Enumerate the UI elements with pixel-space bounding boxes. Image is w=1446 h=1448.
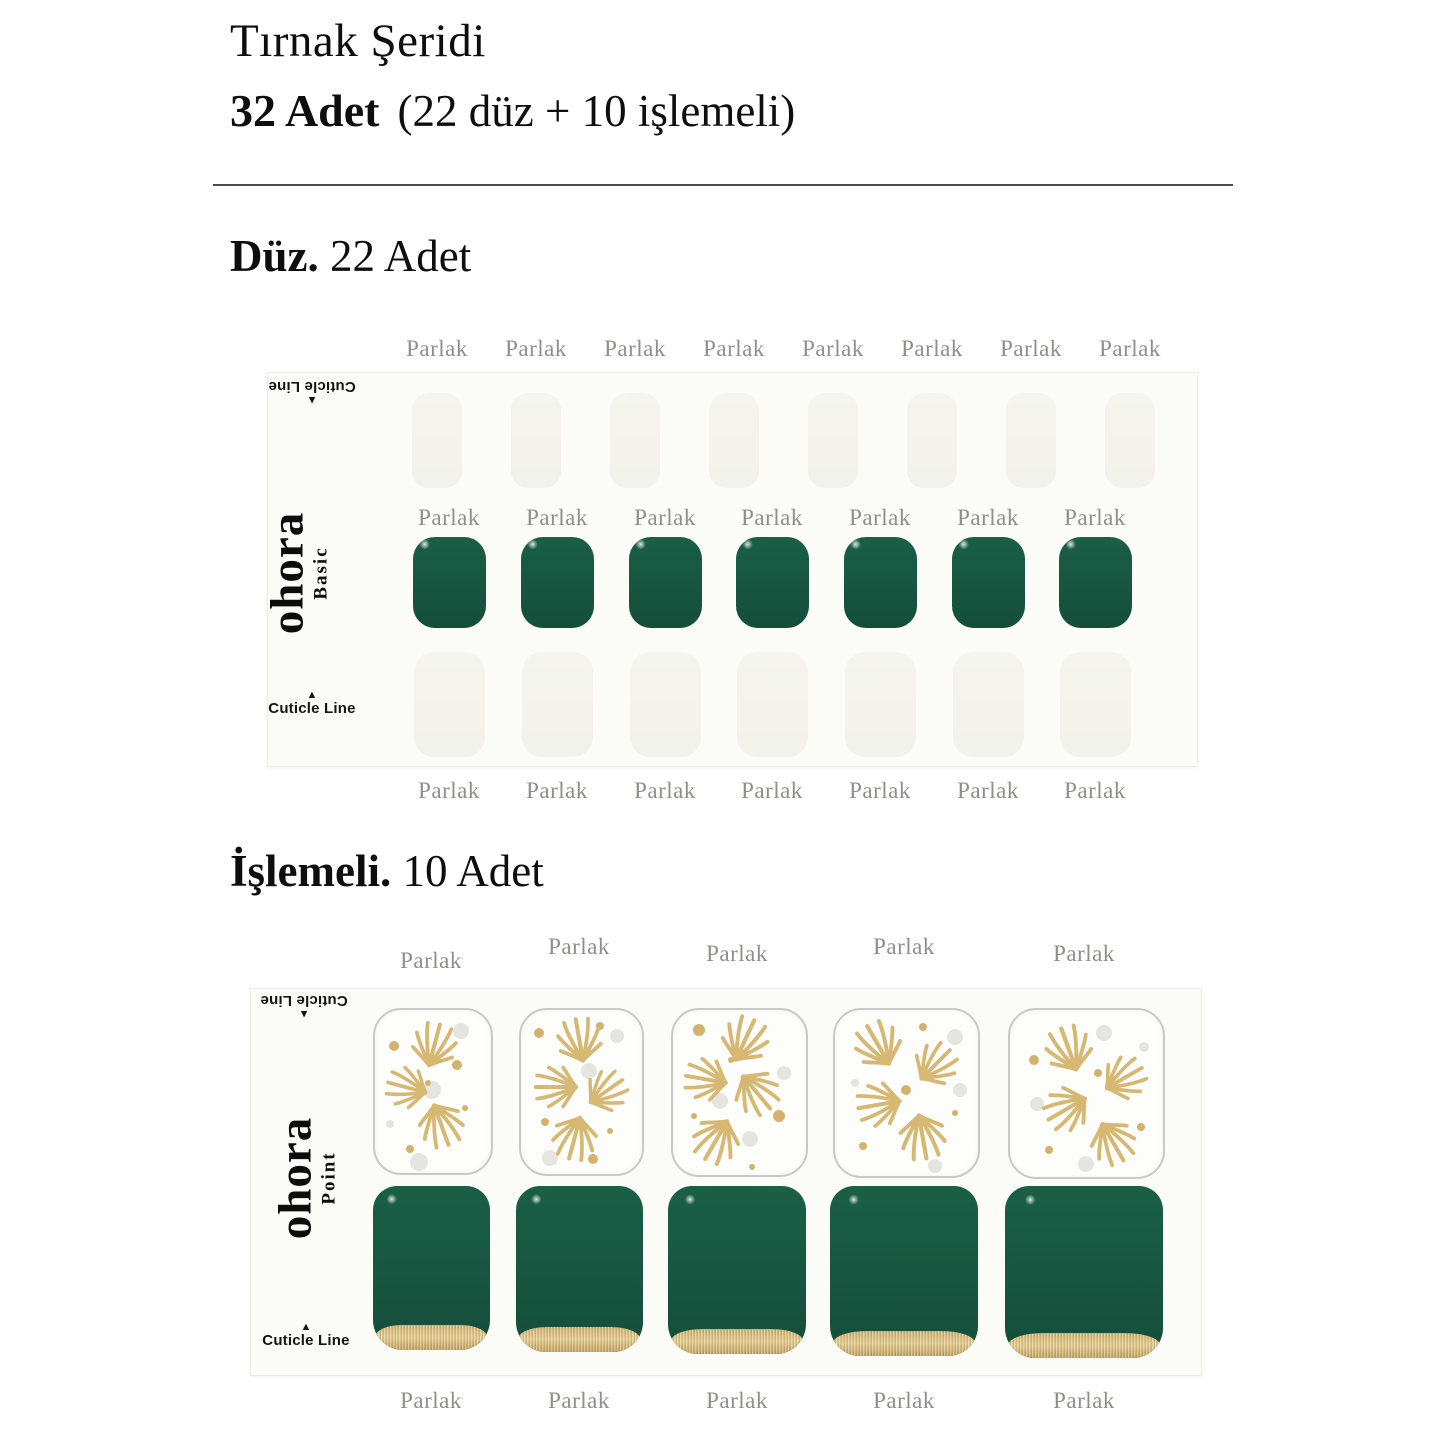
nail-label: Parlak — [957, 505, 1019, 530]
nail — [1006, 393, 1056, 488]
piece-count: 32 Adet — [230, 85, 380, 136]
cuticle-line-label: Cuticle Line — [268, 378, 356, 395]
nail — [629, 537, 702, 628]
nail — [844, 537, 917, 628]
nail — [845, 652, 916, 757]
gold-tip — [671, 1329, 804, 1354]
gray-dot — [1096, 1025, 1112, 1041]
nail-label: Parlak — [901, 336, 963, 361]
nail — [808, 393, 858, 488]
cuticle-line-label: Cuticle Line — [268, 700, 356, 717]
nail — [1060, 652, 1131, 757]
nail — [709, 393, 759, 488]
nail-label: Parlak — [634, 778, 696, 803]
nail-label: Parlak — [849, 505, 911, 530]
gold-dot — [389, 1041, 399, 1051]
product-title: Tırnak Şeridi — [230, 15, 486, 67]
variant-label-point: Point — [318, 1151, 340, 1205]
gold-tip — [833, 1331, 975, 1356]
section-duz-bold: Düz. — [230, 231, 319, 281]
piece-count-line — [230, 84, 795, 137]
nail — [1059, 537, 1132, 628]
nail-label: Parlak — [1053, 941, 1115, 966]
pattern-nail — [671, 1008, 808, 1177]
pattern-nail — [1008, 1008, 1165, 1179]
cuticle-line-bottom-point — [252, 1322, 360, 1349]
nail — [412, 393, 462, 488]
section-duz-count: 22 Adet — [330, 231, 472, 281]
nail-label: Parlak — [706, 1388, 768, 1413]
gold-dot — [919, 1023, 927, 1031]
nail-label: Parlak — [873, 934, 935, 959]
nail-label: Parlak — [526, 778, 588, 803]
cuticle-arrow-icon: ▲ — [306, 689, 318, 701]
gold-tip — [375, 1325, 487, 1350]
divider — [213, 184, 1233, 186]
nail — [736, 537, 809, 628]
nail-label: Parlak — [418, 778, 480, 803]
nail — [522, 652, 593, 757]
section-islemeli-bold: İşlemeli. — [230, 846, 392, 896]
nail-label: Parlak — [703, 336, 765, 361]
gold-tip — [1008, 1333, 1160, 1358]
nail-label: Parlak — [634, 505, 696, 530]
nail-label: Parlak — [1099, 336, 1161, 361]
cuticle-line-label: Cuticle Line — [260, 992, 348, 1009]
brand-logo-basic — [258, 486, 344, 661]
nail — [907, 393, 957, 488]
pattern-nail — [373, 1008, 493, 1175]
nail-label: Parlak — [548, 934, 610, 959]
section-title-islemeli — [230, 845, 544, 897]
cuticle-line-top-point — [254, 992, 354, 1019]
section-title-duz — [230, 230, 471, 282]
nail-label: Parlak — [1064, 505, 1126, 530]
cuticle-arrow-icon: ▲ — [306, 394, 318, 406]
monstera-leaf-icon — [839, 1005, 915, 1081]
gold-dot — [749, 1164, 755, 1170]
nail-label: Parlak — [406, 336, 468, 361]
cuticle-line-label: Cuticle Line — [262, 1332, 350, 1349]
nail — [952, 537, 1025, 628]
section-islemeli-count: 10 Adet — [402, 846, 544, 896]
gray-dot — [386, 1120, 394, 1128]
nail-label: Parlak — [526, 505, 588, 530]
nail-label: Parlak — [1053, 1388, 1115, 1413]
nail — [953, 652, 1024, 757]
nail — [630, 652, 701, 757]
brand-name: ohora — [261, 511, 314, 635]
nail-label: Parlak — [802, 336, 864, 361]
nail-label: Parlak — [957, 778, 1019, 803]
nail-label: Parlak — [505, 336, 567, 361]
variant-label-basic: Basic — [310, 546, 332, 600]
gray-dot — [953, 1083, 967, 1097]
cuticle-line-bottom-basic — [258, 690, 366, 717]
cuticle-arrow-icon: ▲ — [298, 1008, 310, 1020]
gold-tip — [518, 1327, 640, 1352]
gold-dot — [534, 1028, 544, 1038]
nail — [414, 652, 485, 757]
nail-label: Parlak — [418, 505, 480, 530]
monstera-leaf-icon — [528, 1061, 580, 1113]
nail-gold-tip — [668, 1186, 806, 1354]
gold-dot — [1137, 1123, 1145, 1131]
monstera-leaf-icon — [1090, 1041, 1161, 1112]
nail-label: Parlak — [1000, 336, 1062, 361]
nail-label: Parlak — [849, 778, 911, 803]
nail-label: Parlak — [741, 778, 803, 803]
pattern-nail — [519, 1008, 644, 1176]
nail-label: Parlak — [400, 948, 462, 973]
nail-label: Parlak — [548, 1388, 610, 1413]
gold-dot — [1029, 1055, 1039, 1065]
nail — [737, 652, 808, 757]
nail-label: Parlak — [1064, 778, 1126, 803]
gold-dot — [406, 1145, 414, 1153]
gold-dot — [1045, 1146, 1053, 1154]
nail — [1105, 393, 1155, 488]
nail-gold-tip — [1005, 1186, 1163, 1358]
nail-label: Parlak — [706, 941, 768, 966]
cuticle-line-top-basic — [262, 378, 362, 405]
nail-label: Parlak — [400, 1388, 462, 1413]
gold-dot — [541, 1118, 549, 1126]
pattern-nail — [833, 1008, 980, 1178]
monstera-leaf-icon — [891, 1107, 956, 1172]
nail-gold-tip — [516, 1186, 643, 1352]
piece-count-detail: (22 düz + 10 işlemeli) — [397, 86, 796, 136]
nail-gold-tip — [373, 1186, 490, 1350]
gold-dot — [952, 1110, 958, 1116]
monstera-leaf-icon — [674, 1049, 734, 1109]
nail-gold-tip — [830, 1186, 978, 1356]
nail — [521, 537, 594, 628]
monstera-leaf-icon — [547, 1007, 610, 1070]
nail — [413, 537, 486, 628]
brand-logo-point — [266, 1091, 352, 1266]
cuticle-arrow-icon: ▲ — [300, 1321, 312, 1333]
nail-label: Parlak — [873, 1388, 935, 1413]
nail-label: Parlak — [741, 505, 803, 530]
nail-label: Parlak — [604, 336, 666, 361]
gold-dot — [859, 1142, 867, 1150]
gold-dot — [607, 1128, 613, 1134]
nail — [511, 393, 561, 488]
nail — [610, 393, 660, 488]
brand-name: ohora — [269, 1116, 322, 1240]
gold-dot — [693, 1024, 705, 1036]
gray-dot — [610, 1029, 624, 1043]
